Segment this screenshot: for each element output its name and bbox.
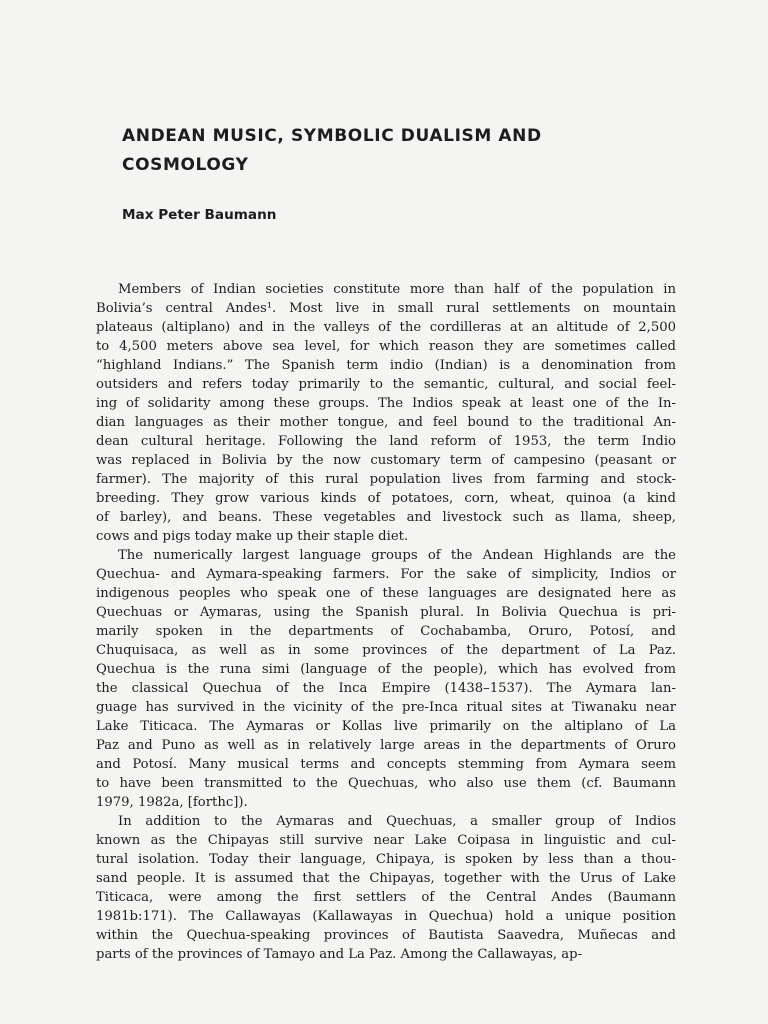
text-line: to 4,500 meters above sea level, for which reason they are sometimes called <box>96 339 676 354</box>
text-line: 1979, 1982a, [forthc]). <box>96 795 248 810</box>
text-line: cows and pigs today make up their staple diet. <box>96 529 409 544</box>
text-line: indigenous peoples who speak one of these languages are designated here as <box>96 586 676 601</box>
text-line: was replaced in Bolivia by the now customary term of campesino (peasant or <box>96 453 676 468</box>
article-title-line-2: COSMOLOGY <box>122 155 249 175</box>
text-line: Lake Titicaca. The Aymaras or Kollas live primarily on the altiplano of La <box>96 719 676 734</box>
text-line: marily spoken in the departments of Cochabamba, Oruro, Potosí, and <box>96 624 676 639</box>
text-line: within the Quechua-speaking provinces of Bautista Saavedra, Muñecas and <box>96 928 676 943</box>
paragraph <box>96 812 676 964</box>
text-line: 1981b:171). The Callawayas (Kallawayas in Quechua) hold a unique position <box>96 909 676 924</box>
text-line: to have been transmitted to the Quechuas, who also use them (cf. Baumann <box>96 776 676 791</box>
article-body <box>96 280 676 964</box>
text-line: Titicaca, were among the first settlers of the Central Andes (Baumann <box>96 890 676 905</box>
paragraph <box>96 546 676 812</box>
text-line: Quechua- and Aymara-speaking farmers. For the sake of simplicity, Indios or <box>96 567 676 582</box>
author-name: Max Peter Baumann <box>122 207 277 223</box>
text-line: tural isolation. Today their language, Chipaya, is spoken by less than a thou- <box>96 852 676 867</box>
text-line: ing of solidarity among these groups. The Indios speak at least one of the In- <box>96 396 676 411</box>
text-line: guage has survived in the vicinity of the pre-Inca ritual sites at Tiwanaku near <box>96 700 676 715</box>
text-line: In addition to the Aymaras and Quechuas, a smaller group of Indios <box>118 814 676 829</box>
text-line: Chuquisaca, as well as in some provinces of the department of La Paz. <box>96 643 676 658</box>
text-line: plateaus (altiplano) and in the valleys of the cordilleras at an altitude of 2,500 <box>96 320 676 335</box>
text-line: “highland Indians.” The Spanish term indio (Indian) is a denomination from <box>96 358 676 373</box>
article-title <box>122 122 682 180</box>
text-line: farmer). The majority of this rural population lives from farming and stock- <box>96 472 676 487</box>
text-line: of barley), and beans. These vegetables and livestock such as llama, sheep, <box>96 510 676 525</box>
text-line: Quechua is the runa simi (language of the people), which has evolved from <box>96 662 676 677</box>
text-line: Members of Indian societies constitute more than half of the population in <box>118 282 676 297</box>
text-line: The numerically largest language groups of the Andean Highlands are the <box>118 548 676 563</box>
text-line: Paz and Puno as well as in relatively large areas in the departments of Oruro <box>96 738 676 753</box>
text-line: outsiders and refers today primarily to the semantic, cultural, and social feel- <box>96 377 676 392</box>
text-line: dian languages as their mother tongue, and feel bound to the traditional An- <box>96 415 676 430</box>
text-line: breeding. They grow various kinds of potatoes, corn, wheat, quinoa (a kind <box>96 491 676 506</box>
text-line: dean cultural heritage. Following the land reform of 1953, the term Indio <box>96 434 676 449</box>
text-line: sand people. It is assumed that the Chipayas, together with the Urus of Lake <box>96 871 676 886</box>
text-line: the classical Quechua of the Inca Empire (1438–1537). The Aymara lan- <box>96 681 676 696</box>
article-title-line-1: ANDEAN MUSIC, SYMBOLIC DUALISM AND <box>122 126 542 146</box>
text-line: Bolivia’s central Andes¹. Most live in small rural settlements on mountain <box>96 301 676 316</box>
text-line: parts of the provinces of Tamayo and La Paz. Among the Callawayas, ap- <box>96 947 583 962</box>
text-line: known as the Chipayas still survive near Lake Coipasa in linguistic and cul- <box>96 833 676 848</box>
text-line: and Potosí. Many musical terms and concepts stemming from Aymara seem <box>96 757 676 772</box>
paragraph <box>96 280 676 546</box>
text-line: Quechuas or Aymaras, using the Spanish plural. In Bolivia Quechua is pri- <box>96 605 676 620</box>
